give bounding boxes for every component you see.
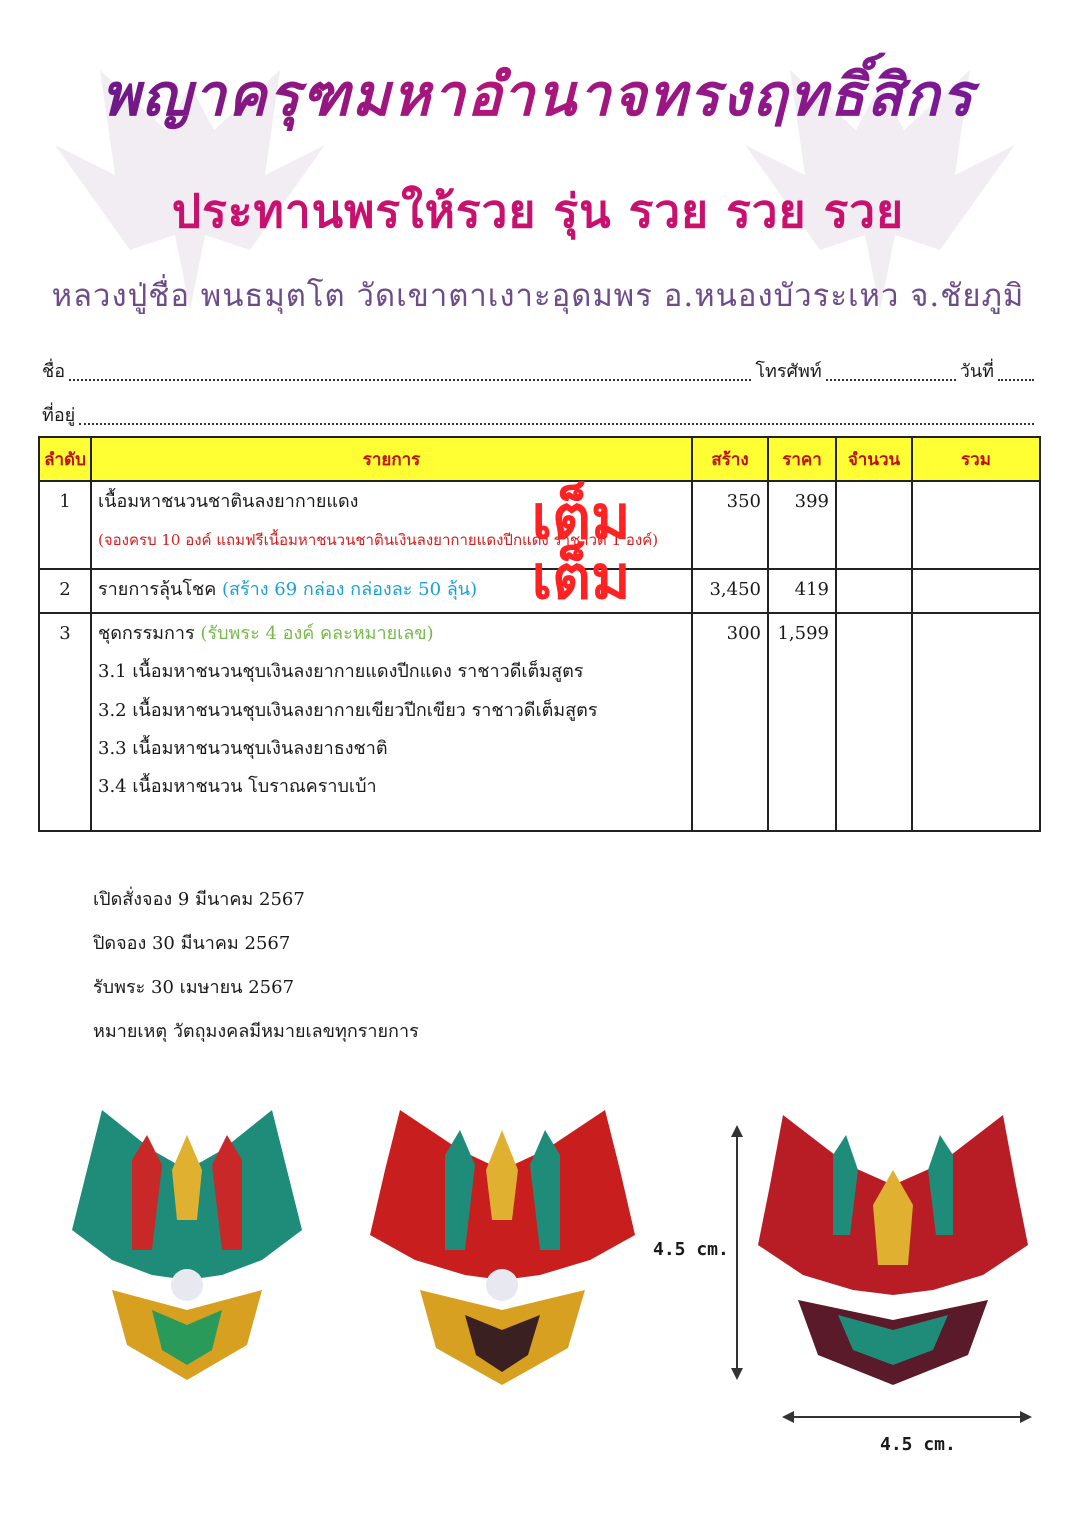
phone-field[interactable]: [826, 365, 956, 381]
date-field[interactable]: [998, 365, 1034, 381]
row-note: (สร้าง 69 กล่อง กล่องละ 50 ลุ้น): [222, 579, 478, 600]
remark: หมายเหตุ วัตถุมงคลมีหมายเลขทุกรายการ: [93, 1021, 419, 1042]
col-header-total: รวม: [912, 437, 1040, 481]
address-field[interactable]: [79, 409, 1034, 425]
row-qty-field[interactable]: [836, 481, 912, 569]
row-built: 3,450: [692, 569, 768, 613]
row-item: ชุดกรรมการ: [98, 623, 195, 644]
date-label: วันที่: [959, 361, 994, 382]
col-header-price: ราคา: [768, 437, 836, 481]
row-item: เนื้อมหาชนวนชาตินลงยากายแดง: [98, 491, 359, 512]
row-price: 1,599: [768, 613, 836, 831]
col-header-no: ลำดับ: [39, 437, 91, 481]
name-label: ชื่อ: [42, 361, 66, 382]
row-note: (รับพระ 4 องค์ คละหมายเลข): [200, 623, 434, 644]
row-price: 399: [768, 481, 836, 569]
row-qty-field[interactable]: [836, 613, 912, 831]
height-label: 4.5 cm.: [653, 1239, 729, 1260]
subitem: 3.2 เนื้อมหาชนวนชุบเงินลงยากายเขียวปีกเขียว ราชาวดีเต็มสูตร: [98, 699, 598, 721]
row-no: 2: [39, 569, 91, 613]
info-block: [93, 878, 419, 1054]
close-date: ปิดจอง 30 มีนาคม 2567: [93, 933, 291, 954]
row-total-field[interactable]: [912, 481, 1040, 569]
row-built: 300: [692, 613, 768, 831]
width-label: 4.5 cm.: [880, 1434, 956, 1455]
row-total-field[interactable]: [912, 569, 1040, 613]
receive-date: รับพระ 30 เมษายน 2567: [93, 977, 295, 998]
row-qty-field[interactable]: [836, 569, 912, 613]
width-dimension-arrow: [782, 1405, 1032, 1429]
garuda-green-image: [72, 1110, 302, 1380]
subitem: 3.1 เนื้อมหาชนวนชุบเงินลงยากายแดงปีกแดง ราชาวดีเต็มสูตร: [98, 661, 584, 683]
table-row: [39, 613, 1040, 831]
form-row-name: [42, 356, 1038, 385]
row-built: 350: [692, 481, 768, 569]
phone-label: โทรศัพท์: [755, 361, 822, 382]
row-no: 1: [39, 481, 91, 569]
page-subtitle: ประทานพรให้รวย รุ่น รวย รวย รวย: [171, 184, 905, 238]
open-date: เปิดสั่งจอง 9 มีนาคม 2567: [93, 889, 305, 910]
name-field[interactable]: [69, 365, 751, 381]
address-label: ที่อยู่: [42, 405, 76, 426]
subitem: 3.3 เนื้อมหาชนวนชุบเงินลงยาธงชาติ: [98, 737, 388, 759]
stamp-line: เต็ม: [531, 543, 631, 613]
col-header-built: สร้าง: [692, 437, 768, 481]
garuda-red-image: [370, 1110, 635, 1385]
stamp-line: เต็ม: [531, 483, 631, 553]
page-title: พญาครุฑมหาอำนาจทรงฤทธิ์สิกร: [0, 48, 1076, 141]
garuda-back-image: [758, 1115, 1028, 1385]
row-note: (จองครบ 10 องค์ แถมฟรีเนื้อมหาชนวนชาตินเงินลงยากายแดงปีกแดง ราชาวดี 1 องค์): [98, 531, 659, 550]
subitem: 3.4 เนื้อมหาชนวน โบราณคราบเบ้า: [98, 776, 377, 798]
col-header-qty: จำนวน: [836, 437, 912, 481]
col-header-item: รายการ: [91, 437, 692, 481]
row-item-cell: [91, 613, 692, 831]
row-item: รายการลุ้นโชค: [98, 579, 217, 600]
row-no: 3: [39, 613, 91, 831]
row-price: 419: [768, 569, 836, 613]
row-total-field[interactable]: [912, 613, 1040, 831]
sold-out-stamp: [516, 483, 646, 613]
temple-line: หลวงปู่ชื่อ พนธมุตโต วัดเขาตาเงาะอุดมพร อ.หนองบัวระเหว จ.ชัยภูมิ: [51, 278, 1025, 314]
form-row-address: [42, 400, 1038, 429]
table-header-row: [39, 437, 1040, 481]
